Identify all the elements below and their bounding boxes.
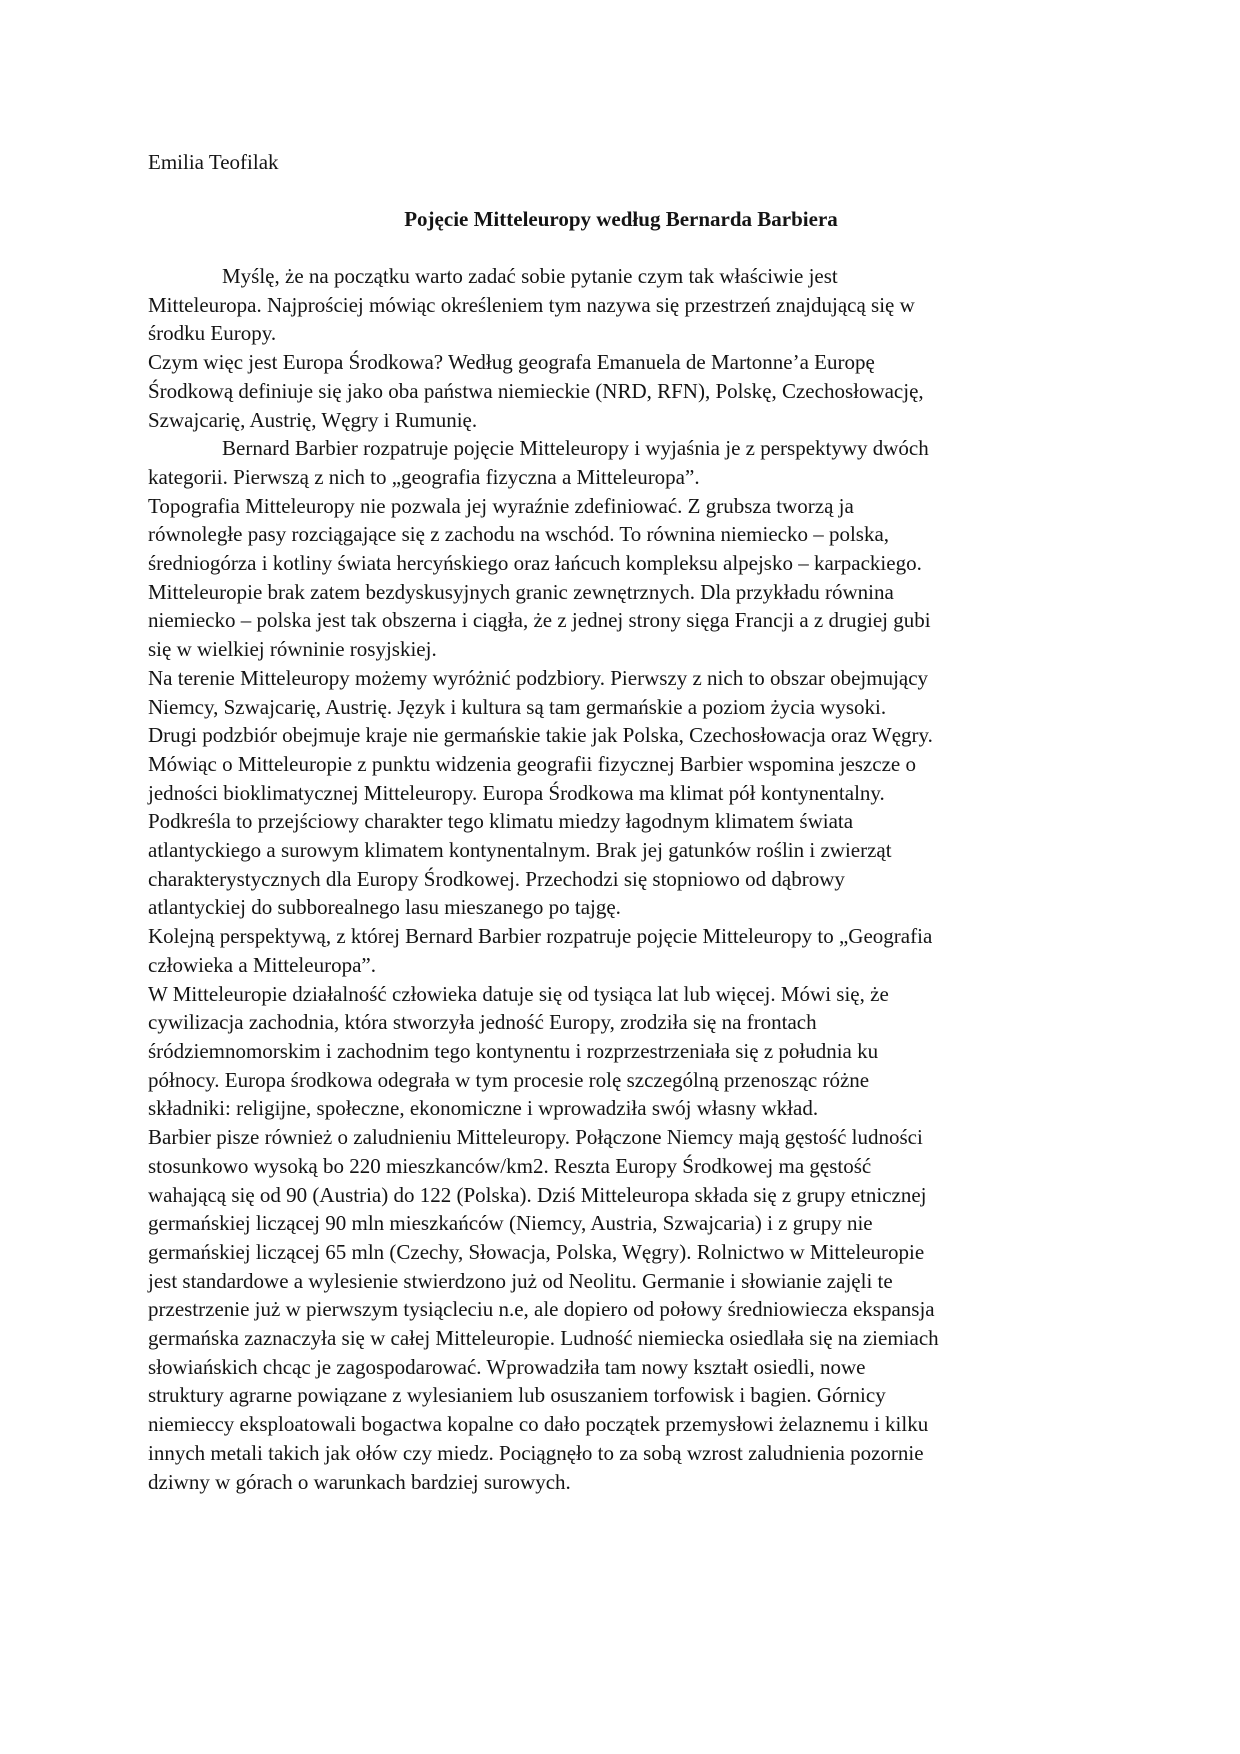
body-line: niemiecko – polska jest tak obszerna i ciągła, że z jednej strony sięga Francji a z drugiej gubi: [148, 608, 931, 633]
body-line: jedności bioklimatycznej Mitteleuropy. Europa Środkowa ma klimat pół kontynentalny.: [148, 780, 885, 805]
body-line: Mitteleuropa. Najprościej mówiąc określeniem tym nazywa się przestrzeń znajdującą się w: [148, 292, 915, 317]
body-line: wahającą się od 90 (Austria) do 122 (Polska). Dziś Mitteleuropa składa się z grupy etnicznej: [148, 1182, 927, 1207]
body-line: Bernard Barbier rozpatruje pojęcie Mitteleuropy i wyjaśnia je z perspektywy dwóch: [222, 436, 929, 461]
body-line: kategorii. Pierwszą z nich to „geografia fizyczna a Mitteleuropa”.: [148, 464, 700, 489]
body-line: Podkreśla to przejściowy charakter tego klimatu miedzy łagodnym klimatem świata: [148, 809, 854, 834]
body-line: się w wielkiej równinie rosyjskiej.: [148, 637, 437, 662]
body-line: Drugi podzbiór obejmuje kraje nie germańskie takie jak Polska, Czechosłowacja oraz Węgry.: [148, 723, 933, 748]
body-line: struktury agrarne powiązane z wylesianiem lub osuszaniem torfowisk i bagien. Górnicy: [148, 1383, 886, 1408]
body-line: germańskiej liczącej 65 mln (Czechy, Słowacja, Polska, Węgry). Rolnictwo w Mitteleuropie: [148, 1239, 925, 1264]
body-line: Środkową definiuje się jako oba państwa niemieckie (NRD, RFN), Polskę, Czechosłowację,: [148, 378, 924, 403]
body-line: północy. Europa środkowa odegrała w tym procesie rolę szczególną przenosząc różne: [148, 1067, 870, 1092]
body-line: Topografia Mitteleuropy nie pozwala jej wyraźnie zdefiniować. Z grubsza tworzą ja: [148, 493, 854, 518]
body-line: charakterystycznych dla Europy Środkowej. Przechodzi się stopniowo od dąbrowy: [148, 866, 845, 891]
document-title: Pojęcie Mitteleuropy według Bernarda Barbiera: [404, 207, 838, 231]
body-line: Myślę, że na początku warto zadać sobie pytanie czym tak właściwie jest: [222, 264, 838, 288]
body-line: Kolejną perspektywą, z której Bernard Barbier rozpatruje pojęcie Mitteleuropy to „Geografia: [148, 924, 933, 949]
body-line: Na terenie Mitteleuropy możemy wyróżnić podzbiory. Pierwszy z nich to obszar obejmujący: [148, 665, 929, 690]
body-line: Mówiąc o Mitteleuropie z punktu widzenia geografii fizycznej Barbier wspomina jeszcze o: [148, 751, 916, 776]
body-line: germańska zaznaczyła się w całej Mitteleuropie. Ludność niemiecka osiedlała się na ziemiach: [148, 1326, 939, 1351]
body-line: germańskiej liczącej 90 mln mieszkańców (Niemcy, Austria, Szwajcaria) i z grupy nie: [148, 1211, 873, 1236]
body-line: dziwny w górach o warunkach bardziej surowych.: [148, 1469, 571, 1494]
body-line: Niemcy, Szwajcarię, Austrię. Język i kultura są tam germańskie a poziom życia wysoki.: [148, 694, 887, 719]
body-line: innych metali takich jak ołów czy miedz. Pociągnęło to za sobą wzrost zaludnienia pozornie: [148, 1440, 924, 1465]
body-line: Szwajcarię, Austrię, Węgry i Rumunię.: [148, 407, 478, 432]
body-line: atlantyckiej do subborealnego lasu mieszanego po tajgę.: [148, 895, 621, 920]
body-line: słowiańskich chcąc je zagospodarować. Wprowadziła tam nowy kształt osiedli, nowe: [148, 1354, 866, 1379]
body-line: Czym więc jest Europa Środkowa? Według geografa Emanuela de Martonne’a Europę: [148, 350, 875, 375]
body-line: równoległe pasy rozciągające się z zachodu na wschód. To równina niemiecko – polska,: [148, 522, 890, 547]
body-line: atlantyckiego a surowym klimatem kontynentalnym. Brak jej gatunków roślin i zwierząt: [148, 838, 892, 863]
body-line: śródziemnomorskim i zachodnim tego kontynentu i rozprzestrzeniała się z południa ku: [148, 1038, 879, 1063]
body-line: niemieccy eksploatowali bogactwa kopalne co dało początek przemysłowi żelaznemu i kilku: [148, 1412, 929, 1437]
body-line: Mitteleuropie brak zatem bezdyskusyjnych granic zewnętrznych. Dla przykładu równina: [148, 579, 894, 604]
body-line: przestrzenie już w pierwszym tysiącleciu n.e, ale dopiero od połowy średniowiecza ekspansja: [148, 1297, 935, 1322]
body-line: składniki: religijne, społeczne, ekonomiczne i wprowadziła swój własny wkład.: [148, 1096, 819, 1121]
body-line: Barbier pisze również o zaludnieniu Mitteleuropy. Połączone Niemcy mają gęstość ludności: [148, 1125, 923, 1150]
body-line: środku Europy.: [148, 321, 277, 346]
body-line: średniogórza i kotliny świata hercyńskiego oraz łańcuch kompleksu alpejsko – karpackiego.: [148, 551, 922, 576]
body-line: człowieka a Mitteleuropa”.: [148, 952, 376, 977]
document-body: [148, 262, 1098, 1496]
body-line: W Mitteleuropie działalność człowieka datuje się od tysiąca lat lub więcej. Mówi się, że: [148, 981, 889, 1006]
body-line: stosunkowo wysoką bo 220 mieszkanców/km2. Reszta Europy Środkowej ma gęstość: [148, 1153, 872, 1178]
body-line: jest standardowe a wylesienie stwierdzono już od Neolitu. Germanie i słowianie zajęli te: [148, 1268, 893, 1293]
body-line: cywilizacja zachodnia, która stworzyła jedność Europy, zrodziła się na frontach: [148, 1010, 817, 1035]
author-name: Emilia Teofilak: [148, 150, 279, 174]
